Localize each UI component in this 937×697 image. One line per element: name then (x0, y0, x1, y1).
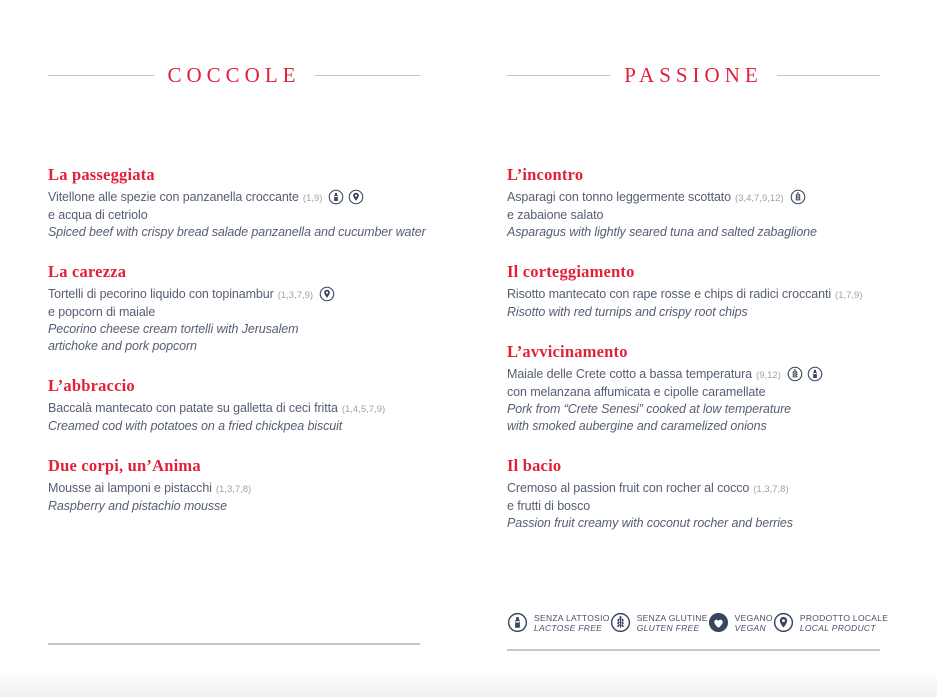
dish-description-text: Baccalà mantecato con patate su galletta di ceci fritta (48, 401, 338, 415)
legend-label-en: GLUTEN FREE (636, 622, 700, 633)
dietary-icons (790, 189, 806, 205)
vegan-icon (708, 612, 729, 633)
dish-translation-line: Raspberry and pistachio mousse (48, 499, 228, 513)
column-bottom-rule-right (507, 649, 880, 651)
legend-item-lactose-free (507, 612, 610, 633)
dish-description-text: Tortelli di pecorino liquido con topinambur (48, 287, 274, 301)
dish-description-line: e popcorn di maiale (48, 305, 156, 319)
dish-name: La carezza (48, 262, 127, 281)
dish-description-line (507, 366, 880, 384)
gluten-free-icon (790, 189, 806, 205)
dish-description-line: con melanzana affumicata e cipolle caramellate (507, 385, 766, 399)
dish-description-line: e acqua di cetriolo (48, 208, 148, 222)
dish-description-line (507, 286, 880, 304)
dish-description-text: Maiale delle Crete cotto a bassa temperatura (507, 367, 753, 381)
legend-label-en: VEGAN (734, 622, 766, 633)
menu-item (48, 456, 420, 515)
menu-item (48, 165, 426, 241)
allergen-codes: (1,4,5,7,9) (341, 404, 386, 415)
dish-translation (48, 418, 420, 435)
legend-label-it: SENZA LATTOSIO (534, 612, 610, 623)
local-product-icon (348, 189, 364, 205)
section-title-coccole: COCCOLE (167, 62, 301, 87)
legend-label (534, 613, 610, 633)
dish-description-line (48, 400, 420, 418)
dish-name: La passeggiata (48, 165, 155, 184)
dish-translation (507, 401, 880, 435)
dish-translation (48, 321, 420, 355)
menu-column-passione (507, 62, 880, 553)
dish-name: L’avvicinamento (507, 342, 628, 361)
header-rule-right (315, 75, 421, 76)
page-bottom-shadow (0, 671, 937, 697)
local-product-icon (319, 286, 335, 302)
dish-name: Due corpi, un’Anima (48, 456, 201, 475)
dish-description-line (507, 189, 880, 207)
menu-items-passione (507, 165, 880, 532)
header-rule-right (777, 75, 880, 76)
allergen-codes: (1,3,7,8) (215, 484, 252, 495)
local-product-icon (773, 612, 794, 633)
allergen-codes: (1,3,7,9) (277, 290, 314, 301)
dish-translation-line: Risotto with red turnips and crispy root chips (507, 305, 748, 319)
allergen-codes: (1,3,7,8) (753, 484, 789, 495)
dish-translation-line: Pecorino cheese cream tortelli with Jerusalem (48, 322, 299, 336)
dish-name: Il corteggiamento (507, 262, 635, 281)
legend-label-it: VEGANO (734, 612, 773, 623)
legend-label (735, 613, 773, 633)
menu-item (507, 165, 880, 241)
allergen-codes: (3,4,7,9,12) (735, 193, 784, 204)
dish-translation-line: Pork from “Crete Senesi” cooked at low temperature (507, 402, 792, 416)
legend-item-local-product (773, 612, 888, 633)
gluten-free-icon (610, 612, 631, 633)
dish-name: L’abbraccio (48, 376, 135, 395)
legend-label-it: SENZA GLUTINE (636, 612, 708, 623)
lactose-free-icon (328, 189, 344, 205)
dish-translation (507, 515, 880, 532)
gluten-free-icon (787, 366, 803, 382)
dish-description-text: Risotto mantecato con rape rosse e chips di radici croccanti (507, 287, 832, 301)
lactose-free-icon (807, 366, 823, 382)
dish-translation (507, 304, 880, 321)
menu-item (48, 262, 420, 355)
menu-items-coccole (48, 165, 426, 515)
section-title-passione: PASSIONE (624, 62, 763, 87)
dish-translation-line: Spiced beef with crispy bread salade panzanella and cucumber water (48, 225, 426, 239)
lactose-free-icon (507, 612, 528, 633)
dish-description-line: e zabaione salato (507, 208, 604, 222)
legend-item-gluten-free (610, 612, 708, 633)
dietary-icons (787, 366, 823, 382)
header-rule-left (48, 75, 154, 76)
dish-translation (48, 224, 426, 241)
dish-description-line: e frutti di bosco (507, 499, 591, 513)
dish-description-line (48, 480, 420, 498)
dish-name: L’incontro (507, 165, 584, 184)
dish-description-line (507, 480, 880, 498)
dish-translation-line: Asparagus with lightly seared tuna and salted zabaglione (507, 225, 817, 239)
dish-translation-line: with smoked aubergine and caramelized onions (507, 419, 767, 433)
dietary-icons (328, 189, 364, 205)
menu-item (507, 456, 880, 532)
legend-item-vegan (708, 612, 773, 633)
dish-description-line (48, 189, 420, 207)
legend-label (637, 613, 708, 633)
menu-item (507, 342, 880, 435)
dish-name: Il bacio (507, 456, 562, 475)
dish-translation-line: Creamed cod with potatoes on a fried chickpea biscuit (48, 419, 343, 433)
dish-description-line (48, 286, 420, 304)
header-rule-left (507, 75, 610, 76)
legend-label-en: LOCAL PRODUCT (799, 622, 876, 633)
dish-translation-line: Passion fruit creamy with coconut rocher and berries (507, 516, 793, 530)
column-bottom-rule-left (48, 643, 420, 645)
section-header-passione (507, 62, 880, 88)
dish-description-text: Cremoso al passion fruit con rocher al cocco (507, 481, 750, 495)
legend-label (800, 613, 888, 633)
allergen-codes: (9,12) (756, 370, 781, 381)
menu-column-coccole (48, 62, 426, 536)
dish-description-text: Mousse ai lamponi e pistacchi (48, 481, 212, 495)
menu-item (48, 376, 420, 435)
dish-description-text: Vitellone alle spezie con panzanella croccante (48, 190, 299, 204)
legend-label-it: PRODOTTO LOCALE (799, 612, 889, 623)
allergen-codes: (1,9) (302, 193, 323, 204)
allergen-codes: (1,7,9) (835, 290, 863, 301)
dietary-icons (319, 286, 335, 302)
dish-translation-line: artichoke and pork popcorn (48, 339, 197, 353)
legend-label-en: LACTOSE FREE (534, 622, 603, 633)
section-header-coccole (48, 62, 420, 88)
dish-translation (48, 498, 420, 515)
dish-translation (507, 224, 880, 241)
dietary-legend (507, 612, 889, 633)
dish-description-text: Asparagi con tonno leggermente scottato (507, 190, 732, 204)
menu-item (507, 262, 880, 321)
